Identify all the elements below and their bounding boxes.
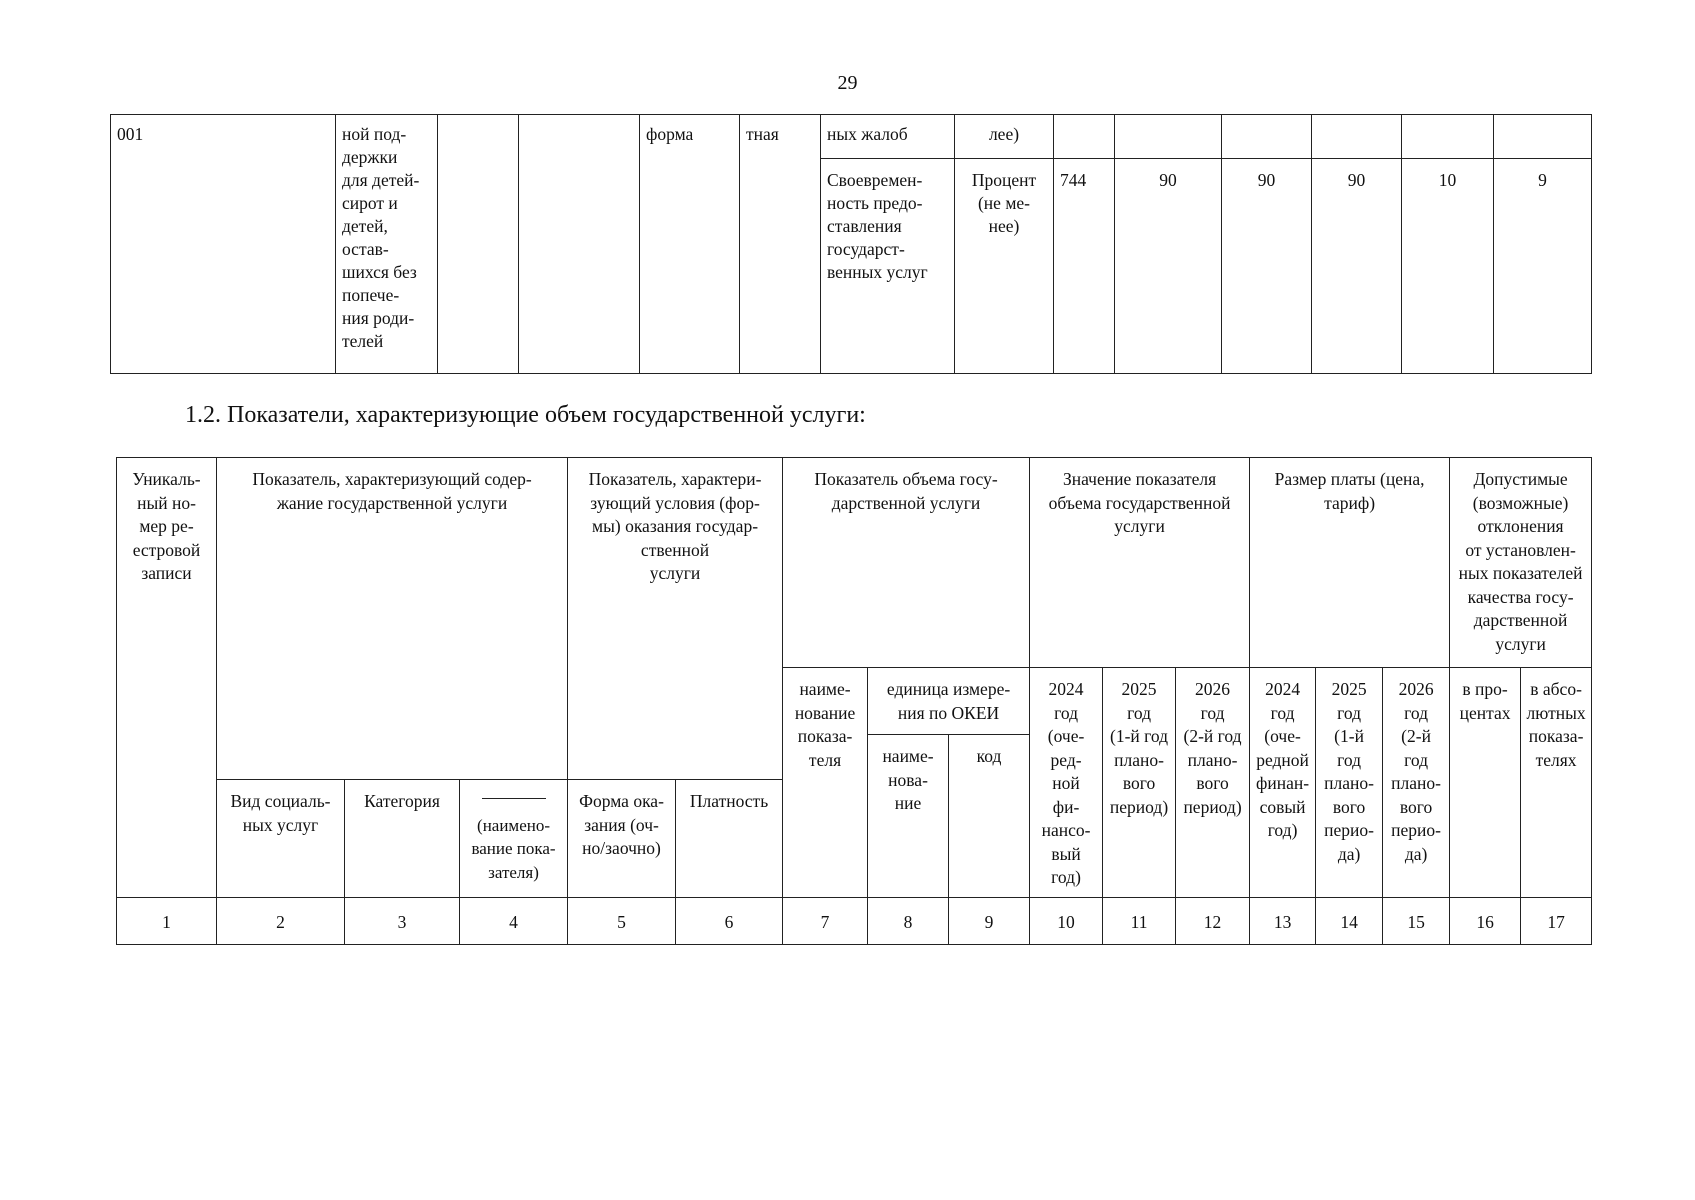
header-deviations: Допустимые (возможные) отклонения от установлен- ных показателей качества госу- дарственной услуги [1450,458,1592,668]
column-number: 1 [117,898,217,945]
value-cell: 744 [1054,159,1115,374]
column-number: 2 [217,898,345,945]
header-fee-2025: 2025 год (1-й год плано- вого перио- да) [1316,668,1383,898]
value-cell: 9 [1494,159,1592,374]
empty-cell [1312,115,1402,159]
header-percent: в про- центах [1450,668,1521,898]
header-category: Категория [345,780,460,898]
empty-cell [1115,115,1222,159]
column-number: 9 [949,898,1030,945]
header-unit-code: код [949,735,1030,898]
header-fee-2026: 2026 год (2-й год плано- вого перио- да) [1383,668,1450,898]
header-service-content: Показатель, характеризующий содер- жание государственной услуги [217,458,568,780]
column-number: 10 [1030,898,1103,945]
header-value-2024: 2024 год (оче- ред- ной фи- нансо- вый год) [1030,668,1103,898]
column-number: 8 [868,898,949,945]
value-cell: 90 [1312,159,1402,374]
column-number: 13 [1250,898,1316,945]
column-number: 15 [1383,898,1450,945]
service-content-cell: ной под- держки для детей- сирот и детей, остав- шихся без попече- ния роди- телей [336,115,438,374]
header-registry-number: Уникаль- ный но- мер ре- естровой записи [117,458,217,898]
empty-cell [438,115,519,374]
column-number: 12 [1176,898,1250,945]
column-number: 5 [568,898,676,945]
indicator-cell: Своевремен- ность предо- ставления государст- венных услуг [821,159,955,374]
header-indicator-placeholder [460,780,568,898]
blank-line [482,798,546,807]
page-number: 29 [837,72,858,94]
unit-cell: Процент (не ме- нее) [955,159,1054,374]
column-number: 11 [1103,898,1176,945]
header-indicator-name: наиме- нование показа- теля [783,668,868,898]
column-number: 3 [345,898,460,945]
indicator-cell: ных жалоб [821,115,955,159]
header-fee: Размер платы (цена, тариф) [1250,458,1450,668]
volume-table [116,457,1592,945]
header-unit-name: наиме- нова- ние [868,735,949,898]
section-title: 1.2. Показатели, характеризующие объем государственной услуги: [185,402,866,428]
empty-cell [1494,115,1592,159]
column-number: 14 [1316,898,1383,945]
value-cell: 10 [1402,159,1494,374]
header-service-conditions: Показатель, характери- зующий условия (фор- мы) оказания государ- ственной услуги [568,458,783,780]
form-cell: форма [640,115,740,374]
registry-number-cell: 001 [111,115,336,374]
value-cell: 90 [1222,159,1312,374]
column-number: 16 [1450,898,1521,945]
header-social-service-type: Вид социаль- ных услуг [217,780,345,898]
column-number: 6 [676,898,783,945]
header-volume-indicator: Показатель объема госу- дарственной услуги [783,458,1030,668]
empty-cell [1054,115,1115,159]
column-number: 17 [1521,898,1592,945]
header-unit-okei: единица измере- ния по ОКЕИ [868,668,1030,735]
continuation-table [110,114,1592,374]
empty-cell [1222,115,1312,159]
header-fee-2024: 2024 год (оче- редной финан- совый год) [1250,668,1316,898]
paid-cell: тная [740,115,821,374]
unit-cell: лее) [955,115,1054,159]
indicator-name-note: (наимено- вание пока- зателя) [471,815,556,882]
empty-cell [1402,115,1494,159]
column-number: 7 [783,898,868,945]
header-paid: Платность [676,780,783,898]
header-form: Форма ока- зания (оч- но/заочно) [568,780,676,898]
header-value-2026: 2026 год (2-й год плано- вого период) [1176,668,1250,898]
empty-cell [519,115,640,374]
column-number: 4 [460,898,568,945]
value-cell: 90 [1115,159,1222,374]
header-indicator-value: Значение показателя объема государственной услуги [1030,458,1250,668]
header-absolute: в абсо- лютных показа- телях [1521,668,1592,898]
header-value-2025: 2025 год (1-й год плано- вого период) [1103,668,1176,898]
